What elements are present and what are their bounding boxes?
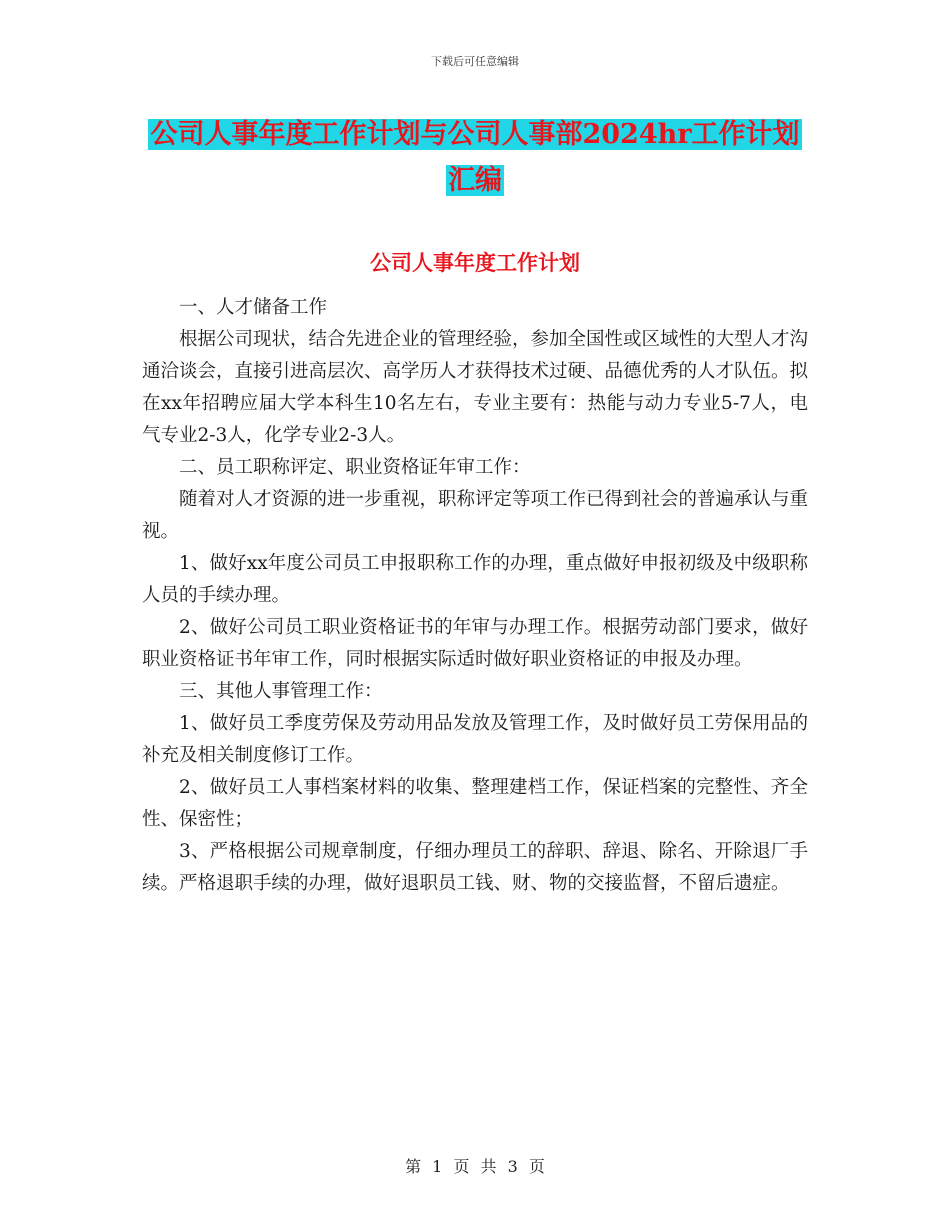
page-footer: 第 1 页 共 3 页 [405, 1157, 545, 1176]
paragraph: 2、做好公司员工职业资格证书的年审与办理工作。根据劳动部门要求，做好职业资格证书年审工作，同时根据实际适时做好职业资格证的申报及办理。 [142, 617, 808, 670]
paragraph: 三、其他人事管理工作： [179, 681, 383, 702]
paragraph: 随着对人才资源的进一步重视，职称评定等项工作已得到社会的普遍承认与重视。 [142, 489, 809, 542]
paragraph: 1、做好xx年度公司员工申报职称工作的办理，重点做好申报初级及中级职称人员的手续办理。 [142, 553, 808, 606]
document-title-line2: 汇编 [448, 165, 502, 196]
document-title-line1: 公司人事年度工作计划与公司人事部2024hr工作计划 [150, 119, 800, 150]
paragraph: 二、员工职称评定、职业资格证年审工作： [179, 457, 531, 478]
section-title: 公司人事年度工作计划 [370, 250, 580, 275]
paragraph: 根据公司现状，结合先进企业的管理经验，参加全国性或区域性的大型人才沟通洽谈会，直接引进高层次、高学历人才获得技术过硬、品德优秀的人才队伍。拟在xx年招聘应届大学本科生10名左右，专业主要有：热能与动力专业5-7人，电气专业2-3人，化学专业2-3人。 [142, 329, 809, 446]
paragraph: 2、做好员工人事档案材料的收集、整理建档工作，保证档案的完整性、齐全性、保密性； [142, 777, 808, 830]
paragraph: 3、严格根据公司规章制度，仔细办理员工的辞职、辞退、除名、开除退厂手续。严格退职手续的办理，做好退职员工钱、财、物的交接监督，不留后遗症。 [142, 841, 808, 894]
header-note: 下载后可任意编辑 [431, 55, 519, 68]
paragraph: 1、做好员工季度劳保及劳动用品发放及管理工作，及时做好员工劳保用品的补充及相关制度修订工作。 [142, 713, 808, 766]
document-title [0, 112, 950, 204]
body-text [142, 292, 808, 900]
paragraph: 一、人才储备工作 [179, 297, 328, 318]
